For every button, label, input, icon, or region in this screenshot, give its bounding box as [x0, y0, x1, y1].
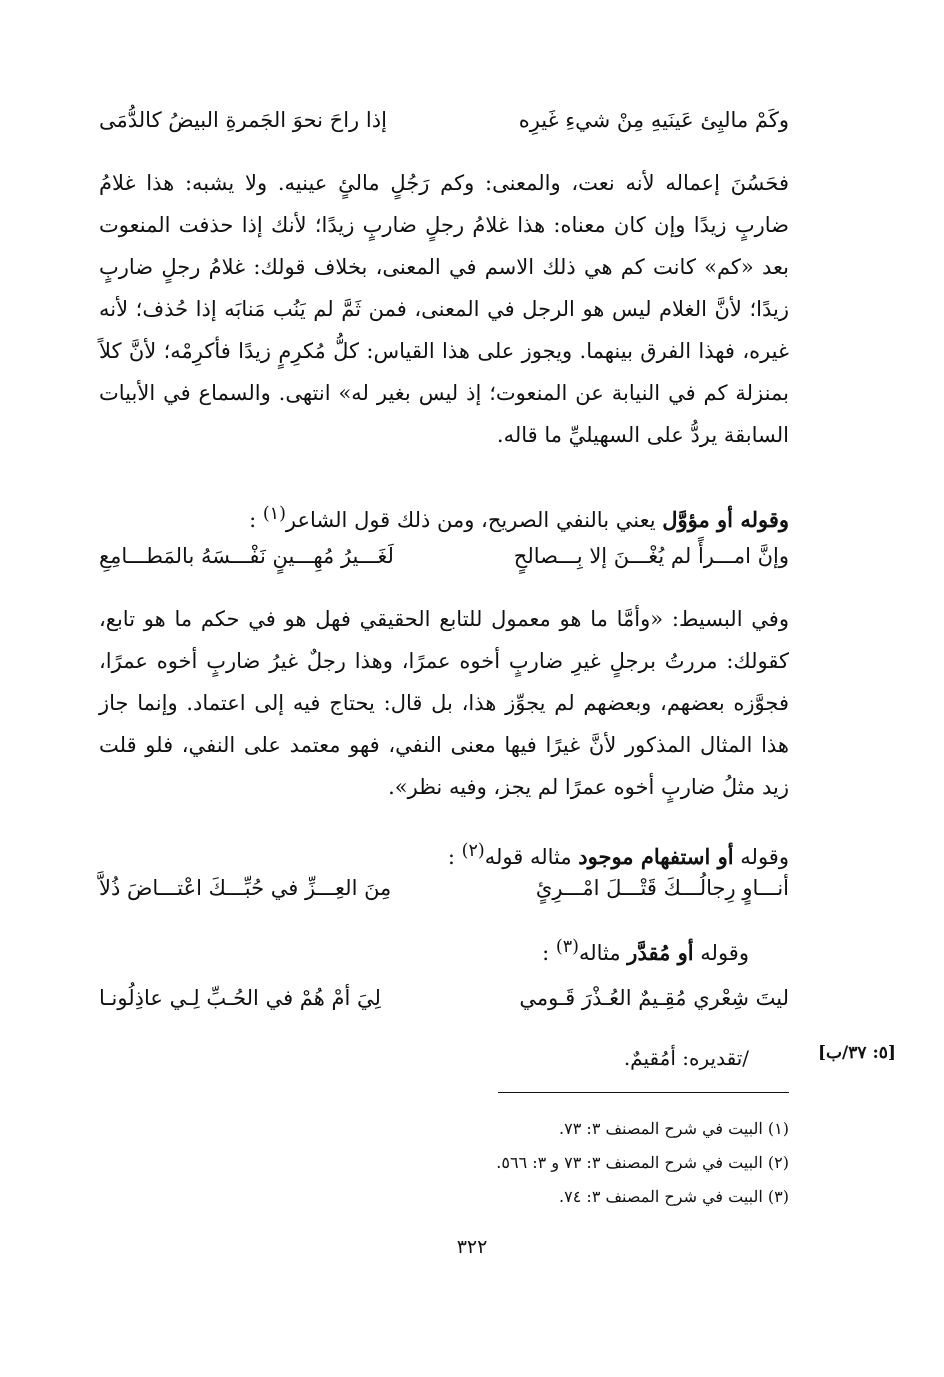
paragraph-2-text: يعني بالنفي الصريح، ومن ذلك قول الشاعر [285, 508, 663, 532]
footnote-1: (١) البيت في شرح المصنف ٣: ٧٣. [559, 1119, 789, 1138]
paragraph-1 [99, 162, 789, 456]
manuscript-folio-marker: [٥: ٣٧/ب] [818, 1043, 896, 1063]
verse-4 [99, 982, 789, 1014]
verse-3-second-hemistich: مِنَ العِـــزِّ في حُبِّـــكَ اعْتـــاضَ ذُلاَّ [99, 876, 392, 900]
verse-2 [99, 540, 789, 572]
paragraph-3 [99, 598, 789, 808]
footnote-ref-3: (٣) [555, 937, 579, 957]
verse-1 [99, 104, 789, 136]
page-number: ٣٢٢ [456, 1236, 488, 1258]
paragraph-5-bold: أو مُقدَّر [627, 940, 694, 965]
verse-1-first-hemistich: وكَمْ ماليِئ عَينَيهِ مِنْ شيءِ غَيرِه [518, 108, 789, 132]
paragraph-4-bold: أو استفهام موجود [578, 844, 734, 869]
paragraph-4-lead: وقوله [733, 845, 789, 869]
verse-3 [99, 872, 789, 904]
colon: : [447, 845, 455, 869]
paragraph-5 [349, 926, 749, 974]
paragraph-5-lead: وقوله [693, 941, 749, 965]
verse-2-first-hemistich: وإنَّ امـــرأً لم يُغْـــنَ إلا بِـــصالحٍ [513, 544, 789, 568]
footnote-ref-2: (٢) [461, 841, 485, 861]
footnotes [389, 1112, 789, 1214]
paragraph-4 [99, 830, 789, 878]
footnote-ref-1: (١) [262, 504, 286, 524]
verse-4-first-hemistich: ليتَ شِعْري مُقِـيمٌ العُـذْرَ قَـومي [519, 986, 789, 1010]
paragraph-3-text: وفي البسيط: «وأمَّا ما هو معمول للتابع الحقيقي فهل هو في حكم ما هو تابع، كقولك: مررتُ برجلٍ غيرِ ضاربٍ أخوه عمرًا، وهذا رجلٌ غيرُ ضاربٍ أخوه عمرًا، فجوَّزه بعضهم، وبعضهم لم يجوِّز هذا، بل قال: يحتاج فيه إلى اعتماد. وإنما جاز هذا المثال المذكور لأنَّ غيرًا فيها معنى النفي، فهو معتمد على النفي، فلو قلت زيد مثلُ ضاربٍ أخوه عمرًا لم يجز، وفيه نظر». [99, 607, 789, 799]
paragraph-1-text: فحَسُنَ إعماله لأنه نعت، والمعنى: وكم رَجُلٍ مالئٍ عينيه. ولا يشبه: هذا غلامُ ضاربٍ زيدًا وإن كان معناه: هذا غلامُ رجلٍ ضاربٍ زيدًا؛ لأنك إذا حذفت المنعوت بعد «كم» كانت كم هي ذلك الاسم في المعنى، بخلاف قولك: غلامُ رجلٍ ضاربٍ زيدًا؛ لأنَّ الغلام ليس هو الرجل في المعنى، فمن ثَمَّ لم يَنُب مَنابَه إذا حُذف؛ لأنه غيره، فهذا الفرق بينهما. ويجوز على هذا القياس: كلُّ مُكرِمٍ زيدًا فأكرِمْه؛ لأنَّ كلاً بمنزلة كم في النيابة عن المنعوت؛ إذ ليس بغير له» انتهى. والسماع في الأبيات السابقة يردُّ على السهيليِّ ما قاله. [99, 171, 789, 447]
colon: : [249, 508, 257, 532]
paragraph-4-text: مثاله قوله [484, 845, 579, 869]
footnote-2: (٢) البيت في شرح المصنف ٣: ٧٣ و ٣: ٥٦٦. [496, 1153, 789, 1172]
paragraph-2 [99, 493, 789, 541]
colon: : [542, 941, 550, 965]
verse-1-second-hemistich: إذا راحَ نحوَ الجَمرةِ البيضُ كالدُّمَى [99, 108, 387, 132]
paragraph-2-bold: وقوله أو مؤوَّل [662, 507, 789, 532]
footnote-3: (٣) البيت في شرح المصنف ٣: ٧٤. [559, 1187, 789, 1206]
estimation-line: /تقديره: أمُقيمٌ. [623, 1046, 749, 1070]
verse-2-second-hemistich: لَغَـــيرُ مُهِـــينٍ نَفْـــسَهُ بالمَطـــامِعِ [99, 544, 394, 568]
paragraph-5-text: مثاله [578, 941, 628, 965]
verse-4-second-hemistich: لِيَ أمْ هُمْ في الحُـبِّ لِـي عاذِلُونـا [99, 986, 381, 1010]
verse-3-first-hemistich: أنـــاوٍ رِجالُـــكَ قَتْـــلَ امْـــرِئٍ [535, 876, 789, 900]
footnote-divider [498, 1092, 789, 1093]
